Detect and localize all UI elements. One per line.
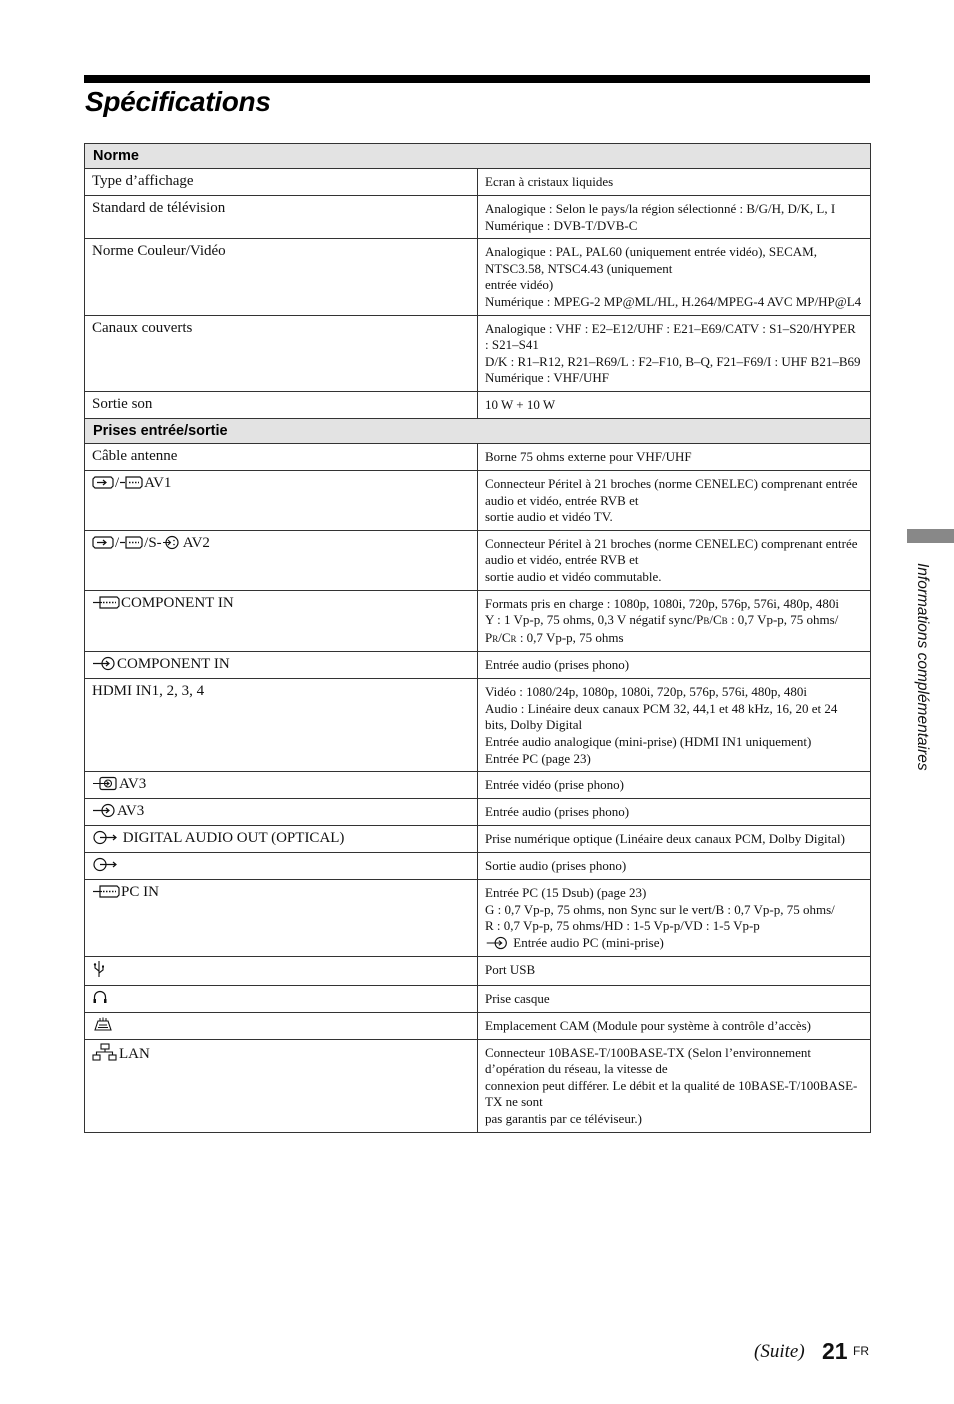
- page-number: 21: [822, 1338, 848, 1364]
- headphones-icon: [92, 990, 108, 1005]
- table-row: [85, 1039, 871, 1132]
- spec-label: Sortie son: [85, 391, 478, 418]
- table-row: [85, 679, 871, 772]
- spec-value: Ecran à cristaux liquides: [478, 169, 871, 196]
- table-row: [85, 985, 871, 1012]
- scart-in-icon: [92, 475, 114, 490]
- usb-icon: [92, 960, 106, 978]
- spec-value: Emplacement CAM (Module pour système à contrôle d’accès): [478, 1012, 871, 1039]
- scart-out-icon: [119, 535, 143, 550]
- video-in-icon: [92, 776, 118, 791]
- spec-value: Prise casque: [478, 985, 871, 1012]
- page-title: Spécifications: [85, 86, 271, 117]
- spec-value: Entrée vidéo (prise phono): [478, 772, 871, 799]
- table-row: [85, 880, 871, 956]
- spec-value: Connecteur 10BASE-T/100BASE-TX (Selon l’environnement d’opération du réseau, la vitesse de connexion peut différer. Le débit et la qualité de 10BASE-T/100BASE-TX ne sont pas garantis par ce téléviseur.): [478, 1039, 871, 1132]
- component-video-in-icon: [92, 595, 120, 610]
- spec-value: Entrée audio (prises phono): [478, 652, 871, 679]
- table-row: [85, 799, 871, 826]
- table-row: [85, 443, 871, 470]
- spec-label: [85, 985, 478, 1012]
- spec-label: Norme Couleur/Vidéo: [85, 239, 478, 315]
- spec-value: Connecteur Péritel à 21 broches (norme CENELEC) comprenant entrée audio et vidéo, entrée RVB et sortie audio et vidéo commutable.: [478, 530, 871, 590]
- table-row: [85, 652, 871, 679]
- spec-label: / /S- AV2: [85, 530, 478, 590]
- table-row: [85, 853, 871, 880]
- table-row: [85, 956, 871, 985]
- table-row: [85, 590, 871, 652]
- spec-label: Câble antenne: [85, 443, 478, 470]
- spec-label: PC IN: [85, 880, 478, 956]
- table-row: [85, 530, 871, 590]
- spec-value: Entrée audio (prises phono): [478, 799, 871, 826]
- table-row: [85, 772, 871, 799]
- table-row: [85, 315, 871, 391]
- top-rule: [84, 75, 870, 83]
- spec-label: AV3: [85, 799, 478, 826]
- spec-value: Prise numérique optique (Linéaire deux canaux PCM, Dolby Digital): [478, 826, 871, 853]
- audio-in-icon: [92, 803, 116, 818]
- spec-label: [85, 1012, 478, 1039]
- table-row: [85, 196, 871, 239]
- pc-in-icon: [92, 884, 120, 899]
- spec-value: Port USB: [478, 956, 871, 985]
- language-code: FR: [853, 1344, 869, 1358]
- scart-out-icon: [119, 475, 143, 490]
- spec-label: / AV1: [85, 470, 478, 530]
- svideo-in-icon: [162, 535, 182, 550]
- spec-value: Formats pris en charge : 1080p, 1080i, 720p, 576p, 576i, 480p, 480i Y : 1 Vp-p, 75 ohms, 0,3 V négatif sync/PB/CB : 0,7 Vp-p, 75 ohms/ PR/CR : 0,7 Vp-p, 75 ohms: [478, 590, 871, 652]
- table-row: [85, 169, 871, 196]
- side-tab-marker: [907, 529, 954, 543]
- continued-label: (Suite): [754, 1341, 805, 1362]
- spec-label: [85, 956, 478, 985]
- spec-label: Canaux couverts: [85, 315, 478, 391]
- spec-value: Connecteur Péritel à 21 broches (norme CENELEC) comprenant entrée audio et vidéo, entrée RVB et sortie audio et vidéo TV.: [478, 470, 871, 530]
- audio-out-icon: [92, 830, 118, 845]
- audio-in-icon: [92, 656, 116, 671]
- lan-icon: [92, 1043, 118, 1061]
- table-row: [85, 826, 871, 853]
- spec-label: HDMI IN1, 2, 3, 4: [85, 679, 478, 772]
- spec-value: Borne 75 ohms externe pour VHF/UHF: [478, 443, 871, 470]
- spec-label: DIGITAL AUDIO OUT (OPTICAL): [85, 826, 478, 853]
- spec-value: Analogique : VHF : E2–E12/UHF : E21–E69/CATV : S1–S20/HYPER : S21–S41 D/K : R1–R12, R21–R69/L : F2–F10, B–Q, F21–F69/I : UHF B21–B69 Numérique : VHF/UHF: [478, 315, 871, 391]
- spec-label: COMPONENT IN: [85, 652, 478, 679]
- specifications-table: [84, 143, 871, 1133]
- spec-value: Vidéo : 1080/24p, 1080p, 1080i, 720p, 576p, 576i, 480p, 480i Audio : Linéaire deux canaux PCM 32, 44,1 et 48 kHz, 16, 20 et 24 bits, Dolby Digital Entrée audio analogique (mini-prise) (HDMI IN1 uniquement) Entrée PC (page 23): [478, 679, 871, 772]
- scart-in-icon: [92, 535, 114, 550]
- spec-label: COMPONENT IN: [85, 590, 478, 652]
- spec-value: 10 W + 10 W: [478, 391, 871, 418]
- spec-label: Standard de télévision: [85, 196, 478, 239]
- table-row: [85, 239, 871, 315]
- spec-label: Type d’affichage: [85, 169, 478, 196]
- spec-value: Analogique : Selon le pays/la région sélectionné : B/G/H, D/K, L, I Numérique : DVB-T/DVB-C: [478, 196, 871, 239]
- spec-label: AV3: [85, 772, 478, 799]
- spec-label: LAN: [85, 1039, 478, 1132]
- audio-in-icon: [485, 936, 509, 950]
- spec-value: Entrée PC (15 Dsub) (page 23) G : 0,7 Vp-p, 75 ohms, non Sync sur le vert/B : 0,7 Vp-p, 75 ohms/ R : 0,7 Vp-p, 75 ohms/HD : 1-5 Vp-p/VD : 1-5 Vp-p Entrée audio PC (mini-prise): [478, 880, 871, 956]
- audio-out-icon: [92, 857, 118, 872]
- table-row: [85, 1012, 871, 1039]
- cam-slot-icon: [92, 1016, 114, 1032]
- section-header-prises: Prises entrée/sortie: [85, 418, 871, 443]
- spec-value: Sortie audio (prises phono): [478, 853, 871, 880]
- table-row: [85, 391, 871, 418]
- table-row: [85, 470, 871, 530]
- spec-value: Analogique : PAL, PAL60 (uniquement entrée vidéo), SECAM, NTSC3.58, NTSC4.43 (uniquement entrée vidéo) Numérique : MPEG-2 MP@ML/HL, H.264/MPEG-4 AVC MP/HP@L4: [478, 239, 871, 315]
- section-header-norme: Norme: [85, 144, 871, 169]
- side-section-label: Informations complémentaires: [914, 563, 931, 771]
- spec-label: [85, 853, 478, 880]
